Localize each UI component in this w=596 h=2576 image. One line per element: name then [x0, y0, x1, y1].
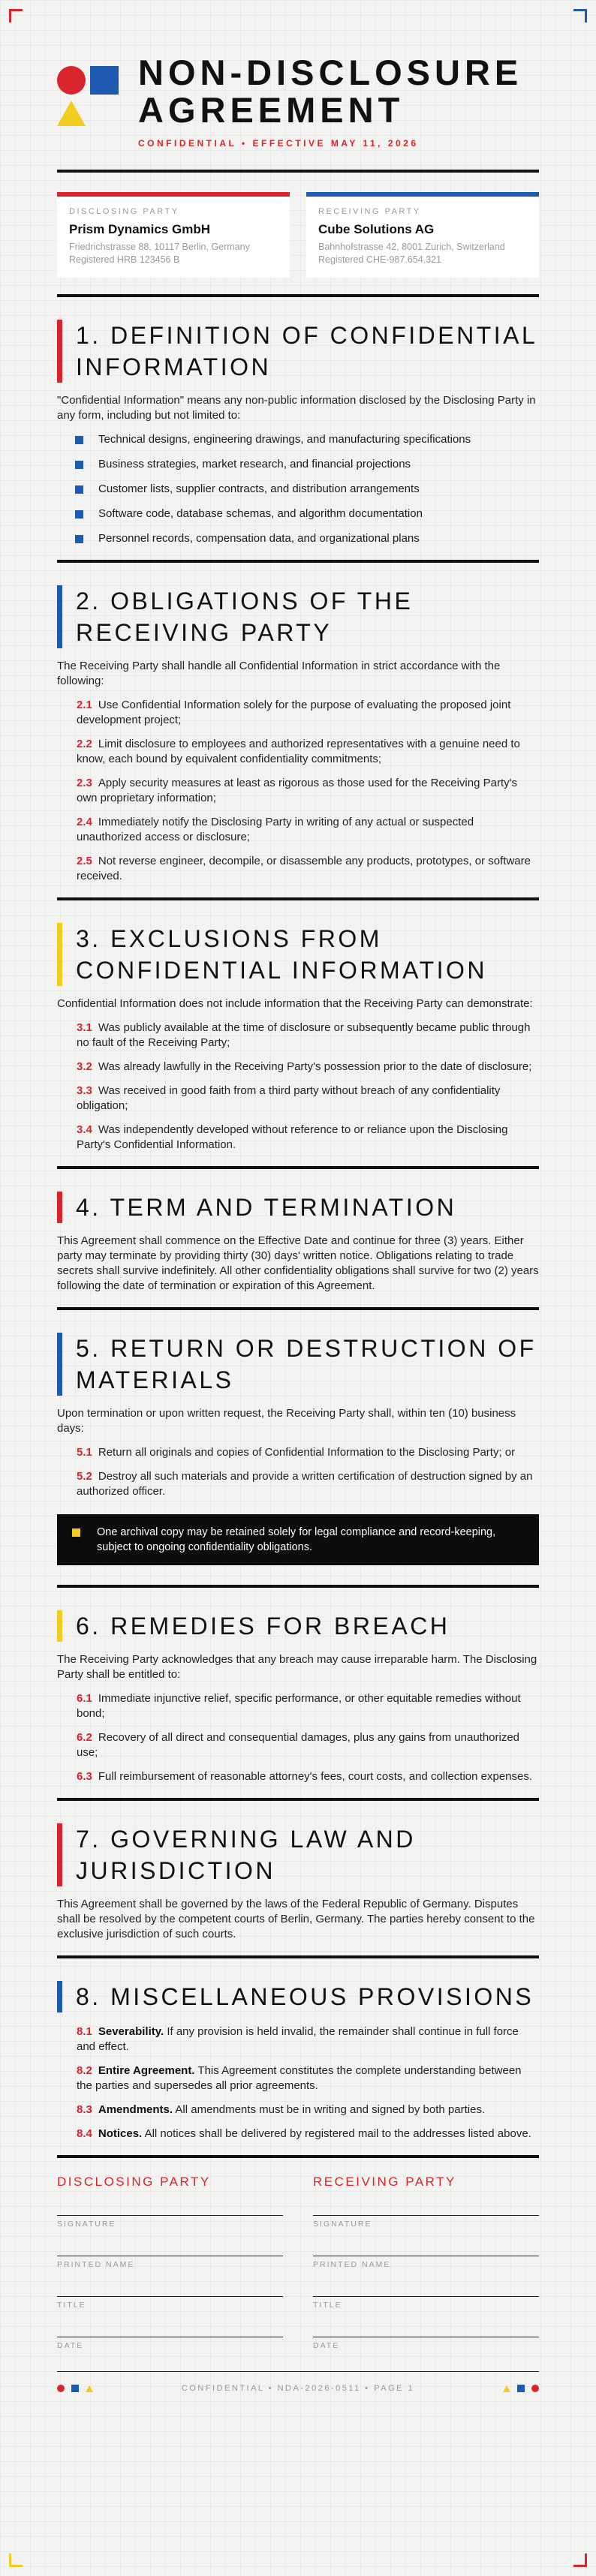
yellow-triangle-icon	[57, 101, 86, 126]
title-field[interactable]: TITLE	[57, 2296, 283, 2311]
list-item-text: Personnel records, compensation data, and organizational plans	[98, 532, 420, 545]
clause-text: Was publicly available at the time of disclosure or subsequently became public through no fault of the Receiving Party;	[77, 1021, 531, 1049]
section-8-miscellaneous	[57, 1981, 539, 2158]
clause-number: 2.4	[77, 816, 92, 828]
section-title: 6. REMEDIES FOR BREACH	[76, 1613, 450, 1640]
red-circle-icon	[531, 2385, 539, 2392]
footer-divider	[57, 2371, 539, 2372]
section-body: This Agreement shall commence on the Effective Date and continue for three (3) years. Either party may terminate by providing thirty (30) days' written notice. Obligations relating to trade secrets shall survive indefinitely. All other confidentiality obligations shall survive for two (2) years following the date of termination or expiration of this Agreement.	[57, 1234, 539, 1292]
clause	[77, 815, 539, 845]
blue-square-bullet-icon	[75, 485, 83, 494]
clause-text: Full reimbursement of reasonable attorney's fees, court costs, and collection expenses.	[98, 1770, 533, 1783]
list-item	[75, 432, 539, 447]
clause	[77, 2127, 539, 2142]
section-title: 3. EXCLUSIONS FROM CONFIDENTIAL INFORMATION	[76, 925, 487, 984]
clause-number: 8.1	[77, 2025, 92, 2038]
section-title: 2. OBLIGATIONS OF THE RECEIVING PARTY	[76, 588, 414, 646]
red-circle-icon	[57, 2385, 65, 2392]
blue-square-icon	[71, 2385, 79, 2392]
section-title: 5. RETURN OR DESTRUCTION OF MATERIALS	[76, 1335, 537, 1393]
parties-block	[57, 192, 539, 278]
page-footer	[57, 2384, 539, 2393]
clause-number: 8.3	[77, 2103, 92, 2116]
section-5-return	[57, 1333, 539, 1588]
clause-label: Notices.	[98, 2127, 143, 2140]
clause-text: Immediate injunctive relief, specific performance, or other equitable remedies without bond;	[77, 1692, 521, 1720]
clause-number: 8.2	[77, 2064, 92, 2077]
signature-heading: RECEIVING PARTY	[313, 2175, 456, 2189]
section-accent-bar	[57, 1823, 62, 1886]
archival-note-callout	[57, 1514, 539, 1565]
party-name: Cube Solutions AG	[318, 222, 435, 236]
section-6-remedies	[57, 1610, 539, 1801]
clause-text: Recovery of all direct and consequential damages, plus any gains from unauthorized use;	[77, 1731, 520, 1759]
clause-label: Entire Agreement.	[98, 2064, 195, 2077]
footer-shapes-right	[503, 2385, 539, 2392]
clause-text: Was already lawfully in the Receiving Party's possession prior to the date of disclosure;	[98, 1060, 532, 1073]
numbered-list	[57, 2024, 539, 2142]
corner-mark-bottom-right	[573, 2553, 587, 2567]
numbered-list	[57, 1445, 539, 1499]
date-field[interactable]: DATE	[57, 2337, 283, 2352]
yellow-triangle-icon	[86, 2385, 93, 2392]
clause	[77, 1445, 539, 1460]
blue-square-icon	[517, 2385, 525, 2392]
clause-text: All amendments must be in writing and signed by both parties.	[175, 2103, 486, 2116]
section-title: 7. GOVERNING LAW AND JURISDICTION	[76, 1826, 416, 1884]
list-item	[75, 506, 539, 522]
section-heading	[57, 1610, 539, 1642]
list-item	[75, 482, 539, 497]
divider	[57, 1307, 539, 1310]
clause	[77, 2064, 539, 2094]
clause	[77, 1730, 539, 1760]
section-intro: "Confidential Information" means any non-public information disclosed by the Disclosing Party in any form, including but not limited to:	[57, 394, 536, 422]
section-accent-bar	[57, 1981, 62, 2012]
note-text: One archival copy may be retained solely for legal compliance and record-keeping, subject to ongoing confidentiality obligations.	[97, 1526, 496, 1553]
footer-shapes-left	[57, 2385, 93, 2392]
clause-text: Destroy all such materials and provide a written certification of destruction signed by an authorized officer.	[77, 1470, 533, 1498]
disclosing-signature-column	[57, 2175, 283, 2352]
document-subtitle: CONFIDENTIAL • EFFECTIVE MAY 11, 2026	[138, 138, 419, 149]
signature-block	[57, 2175, 539, 2352]
clause-text: Use Confidential Information solely for the purpose of evaluating the proposed joint development project;	[77, 699, 511, 726]
party-name: Prism Dynamics GmbH	[69, 222, 211, 236]
red-circle-icon	[57, 66, 86, 95]
divider	[57, 560, 539, 563]
list-item-text: Customer lists, supplier contracts, and distribution arrangements	[98, 482, 420, 495]
clause-number: 8.4	[77, 2127, 92, 2140]
clause-text: Return all originals and copies of Confidential Information to the Disclosing Party; or	[98, 1446, 516, 1459]
clause-number: 3.2	[77, 1060, 92, 1073]
document-title-line-1: NON-DISCLOSURE	[138, 53, 523, 92]
blue-square-bullet-icon	[75, 510, 83, 519]
clause	[77, 1084, 539, 1114]
numbered-list	[57, 698, 539, 884]
section-intro: Confidential Information does not include information that the Receiving Party can demonstrate:	[57, 997, 533, 1010]
section-accent-bar	[57, 320, 62, 383]
clause-number: 5.2	[77, 1470, 92, 1483]
clause-number: 6.3	[77, 1770, 92, 1783]
section-heading	[57, 1333, 539, 1396]
section-accent-bar	[57, 1333, 62, 1396]
disclosing-party-card	[57, 192, 290, 278]
clause-number: 3.1	[77, 1021, 92, 1034]
clause-number: 2.5	[77, 855, 92, 867]
corner-mark-top-right	[573, 9, 587, 23]
clause-text: This Agreement constitutes the complete understanding between the parties and supersedes all prior agreements.	[77, 2064, 522, 2092]
section-title: 8. MISCELLANEOUS PROVISIONS	[76, 1983, 534, 2010]
footer-text: CONFIDENTIAL • NDA-2026-0511 • PAGE 1	[181, 2384, 415, 2393]
section-accent-bar	[57, 585, 62, 648]
clause-number: 2.2	[77, 738, 92, 750]
list-item-text: Technical designs, engineering drawings, and manufacturing specifications	[98, 433, 471, 446]
divider	[57, 897, 539, 900]
list-item-text: Business strategies, market research, and financial projections	[98, 458, 411, 470]
section-title: 1. DEFINITION OF CONFIDENTIAL INFORMATION	[76, 322, 537, 380]
divider	[57, 1798, 539, 1801]
section-body: This Agreement shall be governed by the laws of the Federal Republic of Germany. Disputes shall be resolved by the competent courts of Berlin, Germany. The parties hereby consent to the exclusive jurisdiction of such courts.	[57, 1898, 535, 1940]
clause-text: Not reverse engineer, decompile, or disassemble any products, prototypes, or software received.	[77, 855, 531, 882]
section-4-term	[57, 1192, 539, 1310]
party-address: Bahnhofstrasse 42, 8001 Zurich, Switzerland	[318, 242, 505, 252]
section-heading	[57, 923, 539, 986]
clause	[77, 2103, 539, 2118]
signature-field[interactable]: SIGNATURE	[313, 2215, 539, 2230]
printed-name-field[interactable]: PRINTED NAME	[313, 2256, 539, 2271]
clause	[77, 1123, 539, 1153]
corner-mark-bottom-left	[9, 2553, 23, 2567]
section-heading	[57, 1981, 539, 2012]
section-intro: The Receiving Party acknowledges that any breach may cause irreparable harm. The Disclosing Party shall be entitled to:	[57, 1653, 537, 1681]
section-7-governing-law	[57, 1823, 539, 1958]
divider	[57, 1955, 539, 1958]
clause-text: All notices shall be delivered by registered mail to the addresses listed above.	[144, 2127, 531, 2140]
title-block	[138, 54, 522, 149]
signature-heading: DISCLOSING PARTY	[57, 2175, 211, 2189]
clause-label: Severability.	[98, 2025, 164, 2038]
section-heading	[57, 1823, 539, 1886]
clause-text: Apply security measures at least as rigorous as those used for the Receiving Party's own proprietary information;	[77, 777, 517, 804]
section-accent-bar	[57, 1192, 62, 1223]
date-field[interactable]: DATE	[313, 2337, 539, 2352]
clause-text: Was received in good faith from a third party without breach of any confidentiality obligation;	[77, 1084, 501, 1112]
clause	[77, 1769, 539, 1784]
divider	[57, 170, 539, 173]
shapes-logo-icon	[57, 66, 122, 131]
clause	[77, 737, 539, 767]
divider	[57, 1585, 539, 1588]
party-address: Friedrichstrasse 88, 10117 Berlin, Germany	[69, 242, 250, 252]
blue-square-bullet-icon	[75, 461, 83, 469]
yellow-triangle-icon	[503, 2385, 510, 2392]
document-title-line-2: AGREEMENT	[138, 90, 405, 130]
section-accent-bar	[57, 1610, 62, 1642]
clause	[77, 854, 539, 884]
section-heading	[57, 320, 539, 383]
section-heading	[57, 1192, 539, 1223]
section-2-obligations	[57, 585, 539, 900]
clause-label: Amendments.	[98, 2103, 173, 2116]
blue-square-bullet-icon	[75, 535, 83, 543]
list-item	[75, 531, 539, 546]
section-1-definition	[57, 320, 539, 563]
document-header	[57, 54, 539, 149]
clause-number: 2.1	[77, 699, 92, 711]
clause-text: Limit disclosure to employees and authorized representatives with a genuine need to know, each bound by equivalent confidentiality commitments;	[77, 738, 520, 765]
clause	[77, 776, 539, 806]
section-intro: Upon termination or upon written request, the Receiving Party shall, within ten (10) business days:	[57, 1407, 516, 1435]
clause	[77, 1060, 539, 1075]
printed-name-field[interactable]: PRINTED NAME	[57, 2256, 283, 2271]
party-registration: Registered CHE-987.654.321	[318, 254, 441, 265]
section-heading	[57, 585, 539, 648]
clause-number: 5.1	[77, 1446, 92, 1459]
divider	[57, 294, 539, 297]
party-label: RECEIVING PARTY	[318, 207, 421, 216]
clause-text: Was independently developed without reference to or reliance upon the Disclosing Party's Confidential Information.	[77, 1123, 508, 1151]
clause-number: 6.1	[77, 1692, 92, 1705]
clause	[77, 2024, 539, 2054]
party-label: DISCLOSING PARTY	[69, 207, 179, 216]
clause-text: If any provision is held invalid, the remainder shall continue in full force and effect.	[77, 2025, 519, 2053]
divider	[57, 1166, 539, 1169]
list-item	[75, 457, 539, 472]
clause-number: 2.3	[77, 777, 92, 789]
section-accent-bar	[57, 923, 62, 986]
receiving-party-card	[306, 192, 539, 278]
party-registration: Registered HRB 123456 B	[69, 254, 180, 265]
numbered-list	[57, 1691, 539, 1784]
clause-text: Immediately notify the Disclosing Party in writing of any actual or suspected unauthorized access or disclosure;	[77, 816, 474, 843]
title-field[interactable]: TITLE	[313, 2296, 539, 2311]
receiving-signature-column	[313, 2175, 539, 2352]
clause	[77, 1691, 539, 1721]
clause-number: 3.3	[77, 1084, 92, 1097]
bullet-list	[57, 432, 539, 546]
clause	[77, 1469, 539, 1499]
divider	[57, 2155, 539, 2158]
clause	[77, 1020, 539, 1051]
numbered-list	[57, 1020, 539, 1153]
clause-number: 6.2	[77, 1731, 92, 1744]
clause	[77, 698, 539, 728]
blue-square-icon	[90, 66, 119, 95]
list-item-text: Software code, database schemas, and algorithm documentation	[98, 507, 423, 520]
blue-square-bullet-icon	[75, 436, 83, 444]
section-title: 4. TERM AND TERMINATION	[76, 1194, 457, 1221]
signature-field[interactable]: SIGNATURE	[57, 2215, 283, 2230]
section-intro: The Receiving Party shall handle all Confidential Information in strict accordance with the following:	[57, 660, 501, 687]
corner-mark-top-left	[9, 9, 23, 23]
section-3-exclusions	[57, 923, 539, 1169]
yellow-square-icon	[72, 1528, 80, 1537]
clause-number: 3.4	[77, 1123, 92, 1136]
